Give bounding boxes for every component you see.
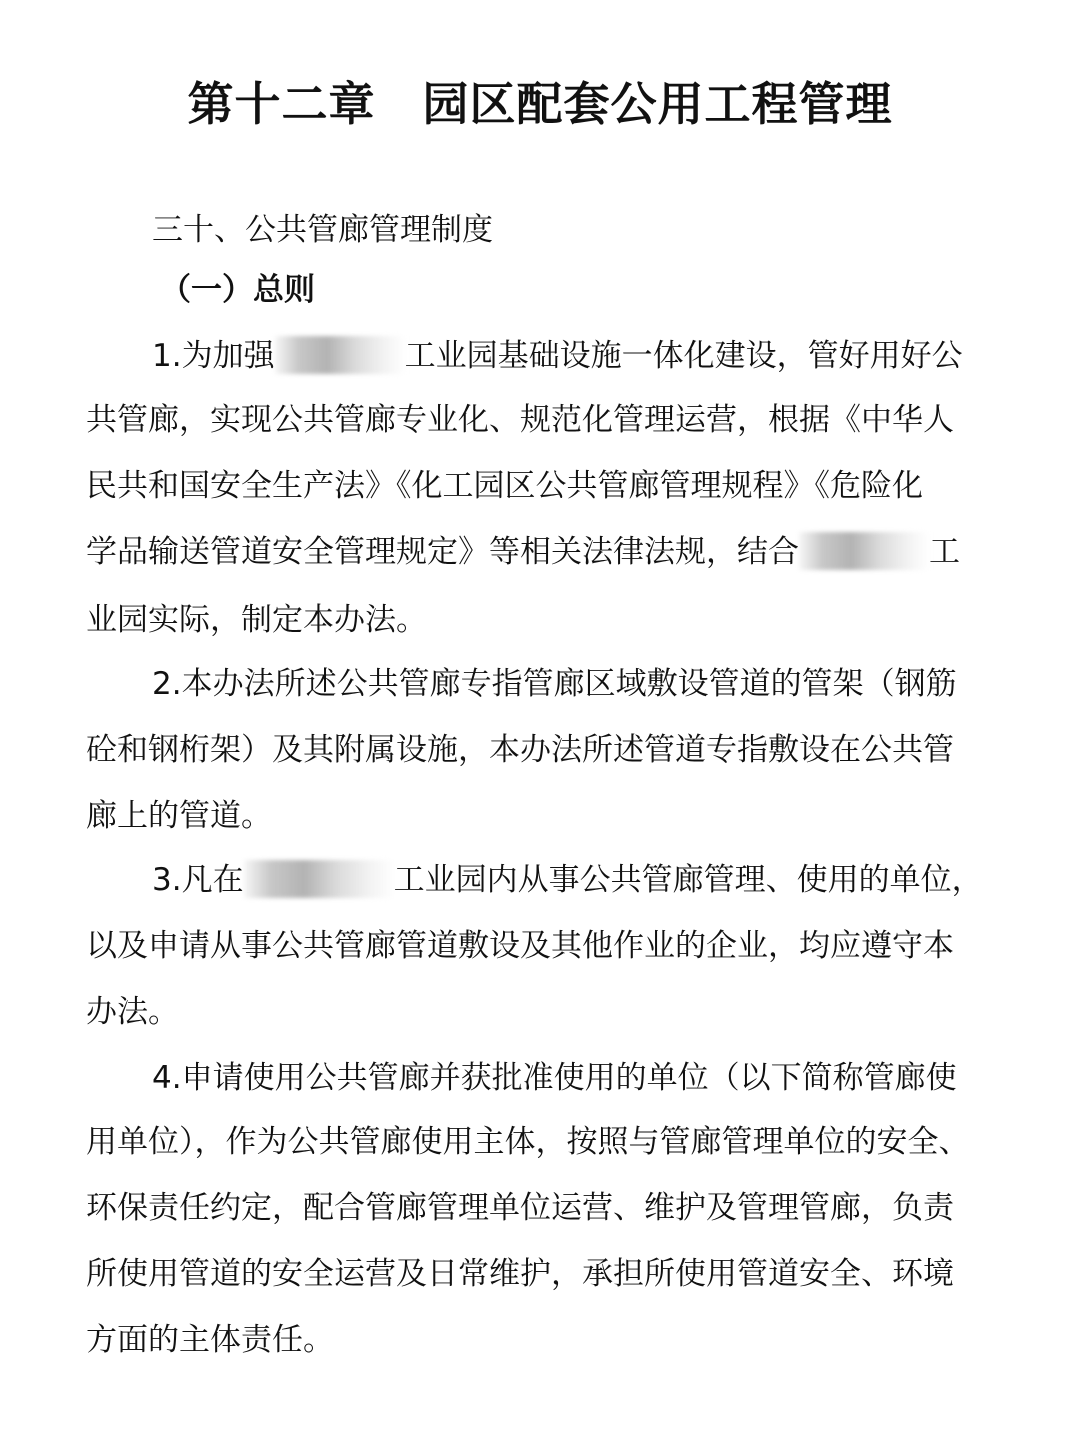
paragraph-4-line-3: 环保责任约定，配合管廊管理单位运营、维护及管理管廊，负责 (86, 1190, 954, 1226)
paragraph-4-line-4: 所使用管道的安全运营及日常维护，承担所使用管道安全、环境 (86, 1256, 954, 1292)
text-segment: 学品输送管道安全管理规定》等相关法律法规，结合 (86, 534, 799, 570)
paragraph-2-line-3: 廊上的管道。 (86, 798, 272, 834)
paragraph-4-line-2: 用单位），作为公共管廊使用主体，按照与管廊管理单位的安全、 (86, 1124, 970, 1160)
text-segment: 1.为加强 (152, 338, 275, 374)
paragraph-3-line-3: 办法。 (86, 994, 179, 1030)
text-segment: 工业园基础设施一体化建设，管好用好公 (404, 338, 963, 374)
paragraph-1-line-1 (152, 334, 963, 378)
text-segment: 3.凡在 (152, 862, 244, 898)
redaction-blur (799, 532, 929, 570)
paragraph-2-line-1: 2.本办法所述公共管廊专指管廊区域敷设管道的管架（钢筋 (152, 666, 957, 702)
subsection-heading: （一）总则 (160, 272, 315, 308)
paragraph-2-line-2: 砼和钢桁架）及其附属设施，本办法所述管道专指敷设在公共管 (86, 732, 954, 768)
text-segment: 工 (929, 534, 960, 570)
paragraph-3-line-2: 以及申请从事公共管廊管道敷设及其他作业的企业，均应遵守本 (86, 928, 954, 964)
chapter-title: 第十二章 园区配套公用工程管理 (187, 77, 893, 131)
redaction-blur (275, 336, 405, 374)
paragraph-1-line-2: 共管廊，实现公共管廊专业化、规范化管理运营，根据《中华人 (86, 402, 954, 438)
section-heading: 三十、公共管廊管理制度 (152, 212, 493, 248)
paragraph-4-line-5: 方面的主体责任。 (86, 1322, 334, 1358)
redaction-blur (244, 860, 394, 898)
paragraph-3-line-1 (152, 858, 983, 902)
paragraph-4-line-1: 4.申请使用公共管廊并获批准使用的单位（以下简称管廊使 (152, 1060, 957, 1096)
paragraph-1-line-3: 民共和国安全生产法》《化工园区公共管廊管理规程》《危险化 (86, 468, 923, 504)
paragraph-1-line-4 (86, 530, 960, 574)
paragraph-1-line-5: 业园实际，制定本办法。 (86, 602, 427, 638)
text-segment: 工业园内从事公共管廊管理、使用的单位， (393, 862, 983, 898)
